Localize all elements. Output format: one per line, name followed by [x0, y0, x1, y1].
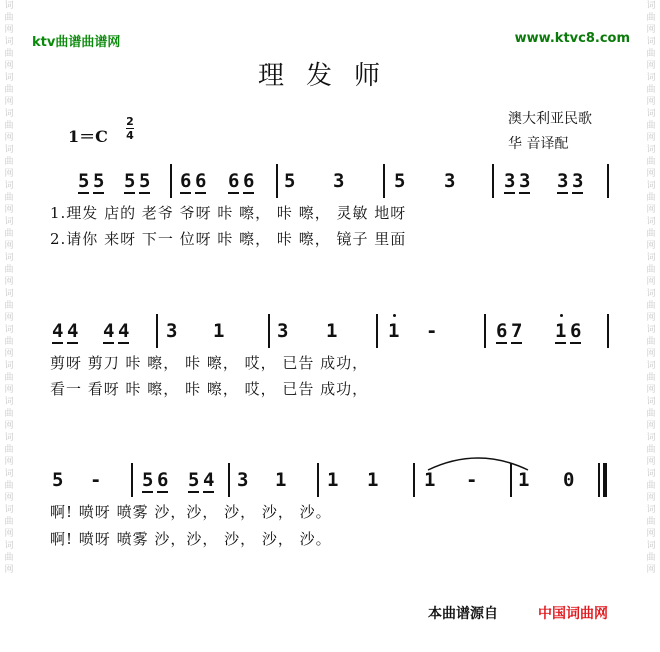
watermark-glyph: 曲 [4, 13, 14, 23]
watermark-glyph: 网 [646, 277, 656, 287]
lyric-verse-1: 剪呀 剪刀 咔 嚓， 咔 嚓， 哎， 已告 成功， [50, 354, 369, 372]
watermark-glyph: 词 [4, 289, 14, 299]
watermark-glyph: 网 [4, 61, 14, 71]
watermark-glyph: 网 [646, 493, 656, 503]
watermark-glyph: 词 [4, 361, 14, 371]
watermark-glyph: 曲 [646, 157, 656, 167]
watermark-glyph: 曲 [4, 373, 14, 383]
note: 5 [394, 170, 406, 192]
credit-translator: 华 音译配 [508, 136, 569, 152]
note: 5 [93, 170, 105, 192]
bar-line [228, 463, 230, 497]
footer-source-site[interactable]: 中国词曲网 [538, 606, 608, 622]
notation-row-2 [0, 320, 660, 350]
watermark-glyph: 词 [4, 109, 14, 119]
watermark-glyph: 网 [4, 97, 14, 107]
watermark-glyph: 词 [646, 181, 656, 191]
note: 6 [157, 469, 169, 491]
watermark-glyph: 词 [4, 469, 14, 479]
watermark-glyph: 网 [646, 61, 656, 71]
watermark-glyph: 曲 [646, 265, 656, 275]
watermark-glyph: 网 [646, 205, 656, 215]
watermark-glyph: 网 [4, 133, 14, 143]
time-signature-top: 2 [126, 115, 134, 128]
note: 3 [237, 469, 249, 491]
note: 3 [277, 320, 289, 342]
footer-source-label: 本曲谱源自 [428, 606, 498, 622]
note: 1 [518, 469, 530, 491]
watermark-glyph: 词 [4, 253, 14, 263]
watermark-glyph: 词 [646, 145, 656, 155]
bar-line [131, 463, 133, 497]
note: 1 [367, 469, 379, 491]
watermark-glyph: 曲 [4, 49, 14, 59]
watermark-glyph: 网 [4, 385, 14, 395]
watermark-glyph: 网 [4, 277, 14, 287]
note: 3 [557, 170, 569, 192]
note: 3 [572, 170, 584, 192]
watermark-glyph: 曲 [646, 49, 656, 59]
watermark-glyph: 网 [646, 457, 656, 467]
watermark-glyph: 网 [4, 241, 14, 251]
final-bar-thin [598, 463, 600, 497]
watermark-glyph: 网 [4, 529, 14, 539]
watermark-glyph: 曲 [4, 157, 14, 167]
bar-line [276, 164, 278, 198]
watermark-glyph: 曲 [4, 445, 14, 455]
note: - [90, 469, 102, 491]
song-title: 理发师 [257, 61, 402, 91]
note: 1 [275, 469, 287, 491]
watermark-glyph: 曲 [646, 409, 656, 419]
watermark-glyph: 曲 [4, 301, 14, 311]
watermark-glyph: 网 [4, 493, 14, 503]
watermark-glyph: 词 [4, 541, 14, 551]
note: 5 [188, 469, 200, 491]
watermark-glyph: 网 [646, 241, 656, 251]
note: 6 [195, 170, 207, 192]
note: 3 [333, 170, 345, 192]
time-signature-bottom: 4 [126, 129, 134, 142]
watermark-glyph: 词 [646, 73, 656, 83]
note: 1 [213, 320, 225, 342]
watermark-glyph: 词 [646, 505, 656, 515]
lyric-verse-1: 啊! 喷呀 喷雾 沙，沙， 沙， 沙， 沙。 [50, 503, 332, 521]
bar-line [170, 164, 172, 198]
watermark-glyph: 网 [646, 169, 656, 179]
note: 0 [563, 469, 575, 491]
note: 5 [78, 170, 90, 192]
watermark-glyph: 词 [4, 37, 14, 47]
watermark-glyph: 网 [4, 25, 14, 35]
watermark-glyph: 网 [4, 205, 14, 215]
note: 1 [555, 320, 567, 342]
bar-line [413, 463, 415, 497]
watermark-glyph: 曲 [646, 229, 656, 239]
watermark-glyph: 网 [646, 421, 656, 431]
note: 1 [327, 469, 339, 491]
watermark-glyph: 曲 [646, 553, 656, 563]
bar-line [492, 164, 494, 198]
watermark-glyph: 曲 [646, 13, 656, 23]
note: 6 [570, 320, 582, 342]
watermark-glyph: 网 [4, 169, 14, 179]
bar-line [376, 314, 378, 348]
note: - [466, 469, 478, 491]
lyric-verse-1: 1.理发 店的 老爷 爷呀 咔 嚓， 咔 嚓， 灵敏 地呀 [50, 204, 407, 222]
note: 3 [166, 320, 178, 342]
lyric-verse-2: 看一 看呀 咔 嚓， 咔 嚓， 哎， 已告 成功， [50, 380, 369, 398]
watermark-glyph: 曲 [4, 553, 14, 563]
lyric-verse-2: 啊! 喷呀 喷雾 沙，沙， 沙， 沙， 沙。 [50, 530, 332, 548]
watermark-glyph: 曲 [4, 85, 14, 95]
octave-dot [560, 314, 563, 317]
watermark-glyph: 网 [4, 421, 14, 431]
watermark-glyph: 曲 [4, 481, 14, 491]
watermark-glyph: 词 [4, 145, 14, 155]
watermark-glyph: 词 [646, 217, 656, 227]
bar-line [383, 164, 385, 198]
watermark-glyph: 曲 [646, 121, 656, 131]
note: 3 [519, 170, 531, 192]
note: 1 [326, 320, 338, 342]
note: 6 [228, 170, 240, 192]
watermark-glyph: 曲 [646, 373, 656, 383]
note: 1 [424, 469, 436, 491]
watermark-glyph: 词 [4, 505, 14, 515]
watermark-glyph: 网 [646, 25, 656, 35]
watermark-glyph: 词 [646, 397, 656, 407]
bar-line [607, 314, 609, 348]
note: 4 [118, 320, 130, 342]
watermark-glyph: 曲 [646, 481, 656, 491]
watermark-glyph: 网 [646, 349, 656, 359]
watermark-glyph: 词 [646, 469, 656, 479]
watermark-glyph: 网 [4, 313, 14, 323]
note: 4 [203, 469, 215, 491]
watermark-glyph: 曲 [646, 445, 656, 455]
note: 6 [243, 170, 255, 192]
watermark-glyph: 曲 [4, 229, 14, 239]
watermark-glyph: 词 [646, 37, 656, 47]
watermark-glyph: 网 [646, 385, 656, 395]
watermark-glyph: 词 [646, 109, 656, 119]
notation-row-3 [0, 469, 660, 499]
watermark-glyph: 网 [4, 457, 14, 467]
bar-line [156, 314, 158, 348]
note: 3 [444, 170, 456, 192]
watermark-glyph: 词 [4, 397, 14, 407]
final-bar-thick [603, 463, 607, 497]
watermark-glyph: 网 [646, 565, 656, 575]
watermark-glyph: 曲 [4, 517, 14, 527]
note: 3 [504, 170, 516, 192]
header-site-name[interactable]: ktv曲谱曲谱网 [32, 35, 121, 50]
note: 1 [388, 320, 400, 342]
watermark-glyph: 词 [4, 325, 14, 335]
bar-line [607, 164, 609, 198]
watermark-glyph: 网 [646, 529, 656, 539]
note: 5 [52, 469, 64, 491]
note: 4 [67, 320, 79, 342]
watermark-glyph: 词 [4, 1, 14, 11]
header-site-url[interactable]: www.ktvc8.com [514, 31, 630, 46]
watermark-glyph: 词 [646, 433, 656, 443]
note: 5 [139, 170, 151, 192]
watermark-glyph: 曲 [646, 301, 656, 311]
time-signature [126, 116, 134, 141]
tie-arc [424, 452, 532, 472]
watermark-glyph: 曲 [4, 409, 14, 419]
note: 4 [52, 320, 64, 342]
bar-line [484, 314, 486, 348]
lyric-verse-2: 2.请你 来呀 下一 位呀 咔 嚓， 咔 嚓， 镜子 里面 [50, 230, 407, 248]
watermark-glyph: 曲 [4, 193, 14, 203]
bar-line [268, 314, 270, 348]
note: 6 [180, 170, 192, 192]
note: 5 [142, 469, 154, 491]
notation-row-1 [0, 170, 660, 200]
watermark-glyph: 词 [4, 433, 14, 443]
watermark-glyph: 词 [4, 73, 14, 83]
watermark-glyph: 曲 [646, 193, 656, 203]
watermark-glyph: 词 [646, 361, 656, 371]
credit-origin: 澳大利亚民歌 [508, 111, 592, 127]
note: 7 [511, 320, 523, 342]
watermark-glyph: 词 [646, 325, 656, 335]
note: 5 [124, 170, 136, 192]
watermark-glyph: 词 [4, 217, 14, 227]
watermark-glyph: 网 [4, 565, 14, 575]
key-signature: 1＝C [68, 127, 108, 146]
note: 6 [496, 320, 508, 342]
watermark-glyph: 曲 [646, 517, 656, 527]
watermark-glyph: 网 [646, 97, 656, 107]
watermark-glyph: 网 [4, 349, 14, 359]
watermark-glyph: 词 [4, 181, 14, 191]
note: 4 [103, 320, 115, 342]
watermark-glyph: 词 [646, 541, 656, 551]
watermark-glyph: 网 [646, 313, 656, 323]
watermark-glyph: 曲 [646, 85, 656, 95]
watermark-glyph: 曲 [646, 337, 656, 347]
bar-line [317, 463, 319, 497]
watermark-glyph: 词 [646, 1, 656, 11]
watermark-glyph: 曲 [4, 265, 14, 275]
watermark-glyph: 曲 [4, 121, 14, 131]
watermark-glyph: 曲 [4, 337, 14, 347]
watermark-glyph: 词 [646, 289, 656, 299]
watermark-glyph: 网 [646, 133, 656, 143]
octave-dot [393, 314, 396, 317]
note: - [426, 320, 438, 342]
note: 5 [284, 170, 296, 192]
watermark-glyph: 词 [646, 253, 656, 263]
